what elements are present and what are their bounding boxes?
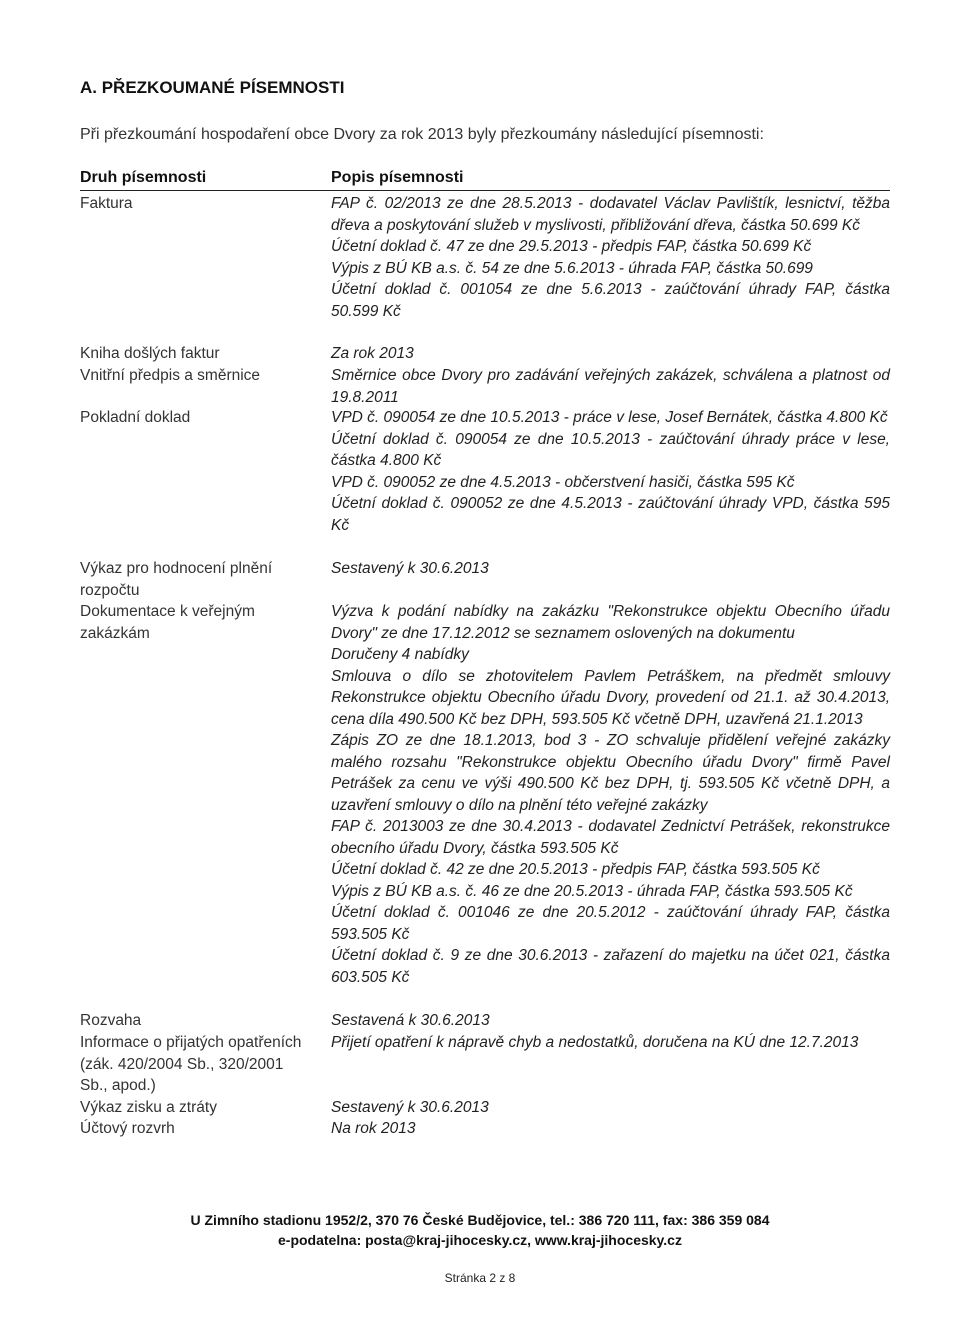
description-line: Účetní doklad č. 090052 ze dne 4.5.2013 - zaúčtování úhrady VPD, částka 595 Kč: [331, 495, 890, 534]
description-line: Sestavený k 30.6.2013: [331, 1099, 489, 1116]
document-type: Výkaz pro hodnocení plnění rozpočtu: [80, 560, 273, 599]
description-line: Výzva k podání nabídky na zakázku "Rekonstrukce objektu Obecního úřadu Dvory" ze dne 17.12.2012 se seznamem oslovených na dokumentu: [331, 603, 890, 642]
description-line: FAP č. 2013003 ze dne 30.4.2013 - dodavatel Zednictví Petrášek, rekonstrukce obecního úřadu Dvory, částka 593.505 Kč: [331, 818, 890, 857]
description-line: Sestavená k 30.6.2013: [331, 1012, 490, 1029]
description-line: Přijetí opatření k nápravě chyb a nedostatků, doručena na KÚ dne 12.7.2013: [331, 1034, 859, 1051]
document-description: [331, 1118, 890, 1140]
document-type: Účtový rozvrh: [80, 1120, 175, 1137]
document-type: Faktura: [80, 195, 133, 212]
document-type: Výkaz zisku a ztráty: [80, 1099, 217, 1116]
document-description: [331, 1097, 890, 1119]
document-description: [331, 558, 890, 580]
description-line: VPD č. 090054 ze dne 10.5.2013 - práce v lese, Josef Bernátek, částka 4.800 Kč: [331, 409, 888, 426]
column-header-type: Druh písemnosti: [80, 169, 207, 186]
document-description: [331, 1032, 890, 1054]
footer-contact: e-podatelna: posta@kraj-jihocesky.cz, www.kraj-jihocesky.cz: [278, 1232, 682, 1248]
page-number: Stránka 2 z 8: [444, 1271, 516, 1285]
document-description: [331, 343, 890, 365]
description-line: Účetní doklad č. 001054 ze dne 5.6.2013 - zaúčtování úhrady FAP, částka 50.599 Kč: [331, 281, 890, 320]
document-type: Kniha došlých faktur: [80, 345, 220, 362]
footer-address: U Zimního stadionu 1952/2, 370 76 České Budějovice, tel.: 386 720 111, fax: 386 359 084: [190, 1212, 770, 1228]
description-line: Účetní doklad č. 090054 ze dne 10.5.2013 - zaúčtování úhrady práce v lese, částka 4.800 Kč: [331, 430, 890, 469]
document-description: [331, 365, 890, 408]
document-type: Pokladní doklad: [80, 409, 191, 426]
document-type: Vnitřní předpis a směrnice: [80, 367, 261, 384]
intro-text: Při přezkoumání hospodaření obce Dvory za rok 2013 byly přezkoumány následující písemnosti:: [80, 126, 764, 143]
description-line: Zápis ZO ze dne 18.1.2013, bod 3 - ZO schvaluje přidělení veřejné zakázky malého rozsahu "Rekonstrukce objektu Obecního úřadu Dvory" firmě Pavel Petrášek za cenu ve výši 490.500 Kč bez DPH, tj. 593.505 Kč včetně DPH, a uzavření smlouvy o dílo na plnění této veřejné zakázky: [331, 732, 890, 814]
header-rule: [80, 190, 890, 191]
description-line: Účetní doklad č. 9 ze dne 30.6.2013 - zařazení do majetku na účet 021, částka 603.505 Kč: [331, 947, 890, 986]
document-description: [331, 1010, 890, 1032]
description-line: Smlouva o dílo se zhotovitelem Pavlem Petráškem, na předmět smlouvy Rekonstrukce objektu Obecního úřadu Dvory, provedení od 21.1. až 30.4.2013, cena díla 490.500 Kč bez DPH, 593.505 Kč včetně DPH, uzavřená 21.1.2013: [331, 667, 890, 728]
description-line: Účetní doklad č. 47 ze dne 29.5.2013 - předpis FAP, částka 50.699 Kč: [331, 238, 812, 255]
description-line: Výpis z BÚ KB a.s. č. 54 ze dne 5.6.2013 - úhrada FAP, částka 50.699: [331, 259, 813, 277]
document-description: [331, 601, 890, 988]
description-line: Výpis z BÚ KB a.s. č. 46 ze dne 20.5.2013 - úhrada FAP, částka 593.505 Kč: [331, 882, 853, 900]
description-line: Za rok 2013: [331, 345, 414, 362]
description-line: Účetní doklad č. 001046 ze dne 20.5.2012 - zaúčtování úhrady FAP, částka 593.505 Kč: [331, 904, 890, 943]
document-description: [331, 193, 890, 322]
description-line: Směrnice obce Dvory pro zadávání veřejných zakázek, schválena a platnost od 19.8.2011: [331, 367, 890, 406]
column-header-description: Popis písemnosti: [331, 169, 464, 186]
document-description: [331, 407, 890, 536]
description-line: Na rok 2013: [331, 1120, 416, 1137]
document-type: Rozvaha: [80, 1012, 142, 1029]
description-line: Účetní doklad č. 42 ze dne 20.5.2013 - předpis FAP, částka 593.505 Kč: [331, 861, 820, 878]
description-line: Sestavený k 30.6.2013: [331, 560, 489, 577]
document-type: Dokumentace k veřejným zakázkám: [80, 603, 255, 642]
document-type: Informace o přijatých opatřeních (zák. 420/2004 Sb., 320/2001 Sb., apod.): [80, 1034, 302, 1094]
description-line: VPD č. 090052 ze dne 4.5.2013 - občerstvení hasiči, částka 595 Kč: [331, 473, 795, 491]
description-line: Doručeny 4 nabídky: [331, 646, 469, 663]
section-heading: A. PŘEZKOUMANÉ PÍSEMNOSTI: [80, 78, 345, 97]
description-line: FAP č. 02/2013 ze dne 28.5.2013 - dodavatel Václav Pavlištík, lesnictví, těžba dřeva a poskytování služeb v myslivosti, přibližování dřeva, částka 50.699 Kč: [331, 195, 890, 234]
